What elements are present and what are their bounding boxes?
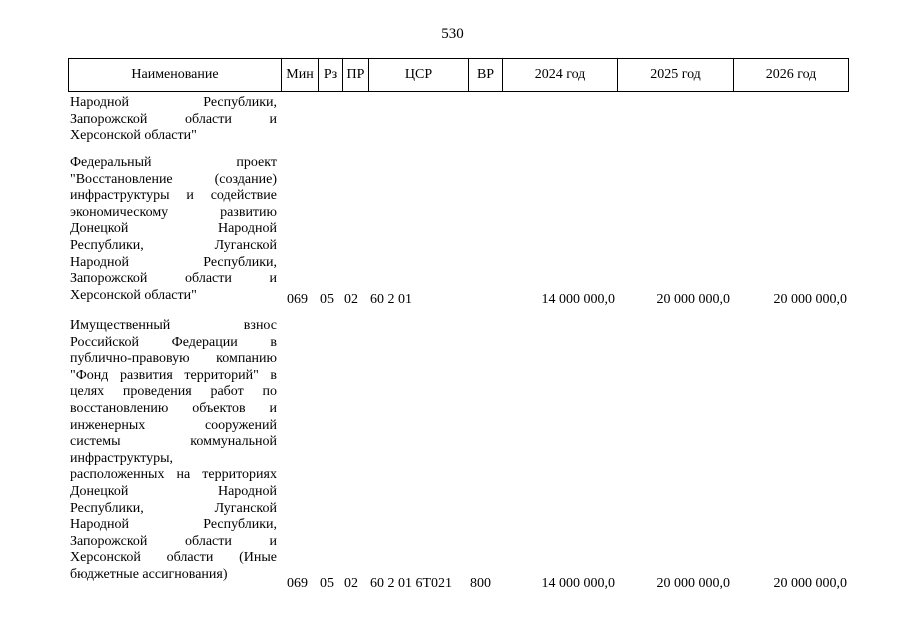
table-header [68, 58, 849, 92]
name-line: Народной Республики, [70, 517, 277, 533]
cell-pr: 02 [344, 292, 358, 307]
name-line: бюджетные ассигнования) [70, 566, 228, 582]
cell-min: 069 [287, 292, 308, 307]
name-line: Республики, Луганской [70, 500, 277, 516]
name-line: восстановлению объектов и [70, 400, 277, 416]
name-line: "Фонд развития территорий" в [70, 367, 277, 383]
cell-csr: 60 2 01 [370, 292, 412, 307]
header-vr: ВР [469, 59, 503, 91]
name-line: расположенных на территориях [70, 467, 277, 483]
table-row-name [70, 318, 277, 584]
name-line: Федеральный проект [70, 155, 277, 170]
table-row-name [70, 95, 277, 145]
name-line: Народной Республики, [70, 95, 277, 110]
name-line: "Восстановление (создание) [70, 171, 277, 187]
name-line: Херсонской области" [70, 128, 197, 144]
page-number: 530 [441, 26, 464, 42]
name-line: экономическому развитию [70, 204, 277, 220]
name-line: Херсонской области (Иные [70, 550, 277, 566]
name-line: Народной Республики, [70, 254, 277, 270]
name-line: Донецкой Народной [70, 221, 277, 237]
name-line: Херсонской области" [70, 287, 197, 303]
header-rz: Рз [319, 59, 343, 91]
header-2024: 2024 год [503, 59, 618, 91]
name-line: Российской Федерации в [70, 334, 277, 350]
name-line: Запорожской области и [70, 533, 277, 549]
name-line: Запорожской области и [70, 111, 277, 127]
header-2026: 2026 год [765, 67, 817, 82]
cell-pr: 02 [344, 576, 358, 591]
header-csr: ЦСР [369, 59, 469, 91]
name-line: инфраструктуры и содействие [70, 188, 277, 204]
name-line: системы коммунальной [70, 434, 277, 450]
cell-2024: 14 000 000,0 [541, 292, 615, 307]
name-line: целях проведения работ по [70, 384, 277, 400]
cell-2025: 20 000 000,0 [656, 292, 730, 307]
cell-2026: 20 000 000,0 [773, 292, 847, 307]
header-pr: ПР [343, 59, 369, 91]
cell-2025: 20 000 000,0 [656, 576, 730, 591]
header-name: Наименование [69, 59, 282, 91]
name-line: Имущественный взнос [70, 318, 277, 333]
name-line: Запорожской области и [70, 271, 277, 287]
name-line: Донецкой Народной [70, 483, 277, 499]
cell-vr: 800 [470, 576, 491, 591]
cell-csr: 60 2 01 6Т021 [370, 576, 453, 591]
name-line: инженерных сооружений [70, 417, 277, 433]
table-row-name [70, 155, 277, 304]
name-line: Республики, Луганской [70, 237, 277, 253]
cell-rz: 05 [320, 292, 334, 307]
header-min: Мин [282, 59, 319, 91]
cell-min: 069 [287, 576, 308, 591]
name-line: инфраструктуры, [70, 450, 174, 466]
cell-2026: 20 000 000,0 [773, 576, 847, 591]
name-line: публично-правовую компанию [70, 351, 277, 367]
cell-2024: 14 000 000,0 [541, 576, 615, 591]
header-2025: 2025 год [618, 59, 734, 91]
cell-rz: 05 [320, 576, 334, 591]
